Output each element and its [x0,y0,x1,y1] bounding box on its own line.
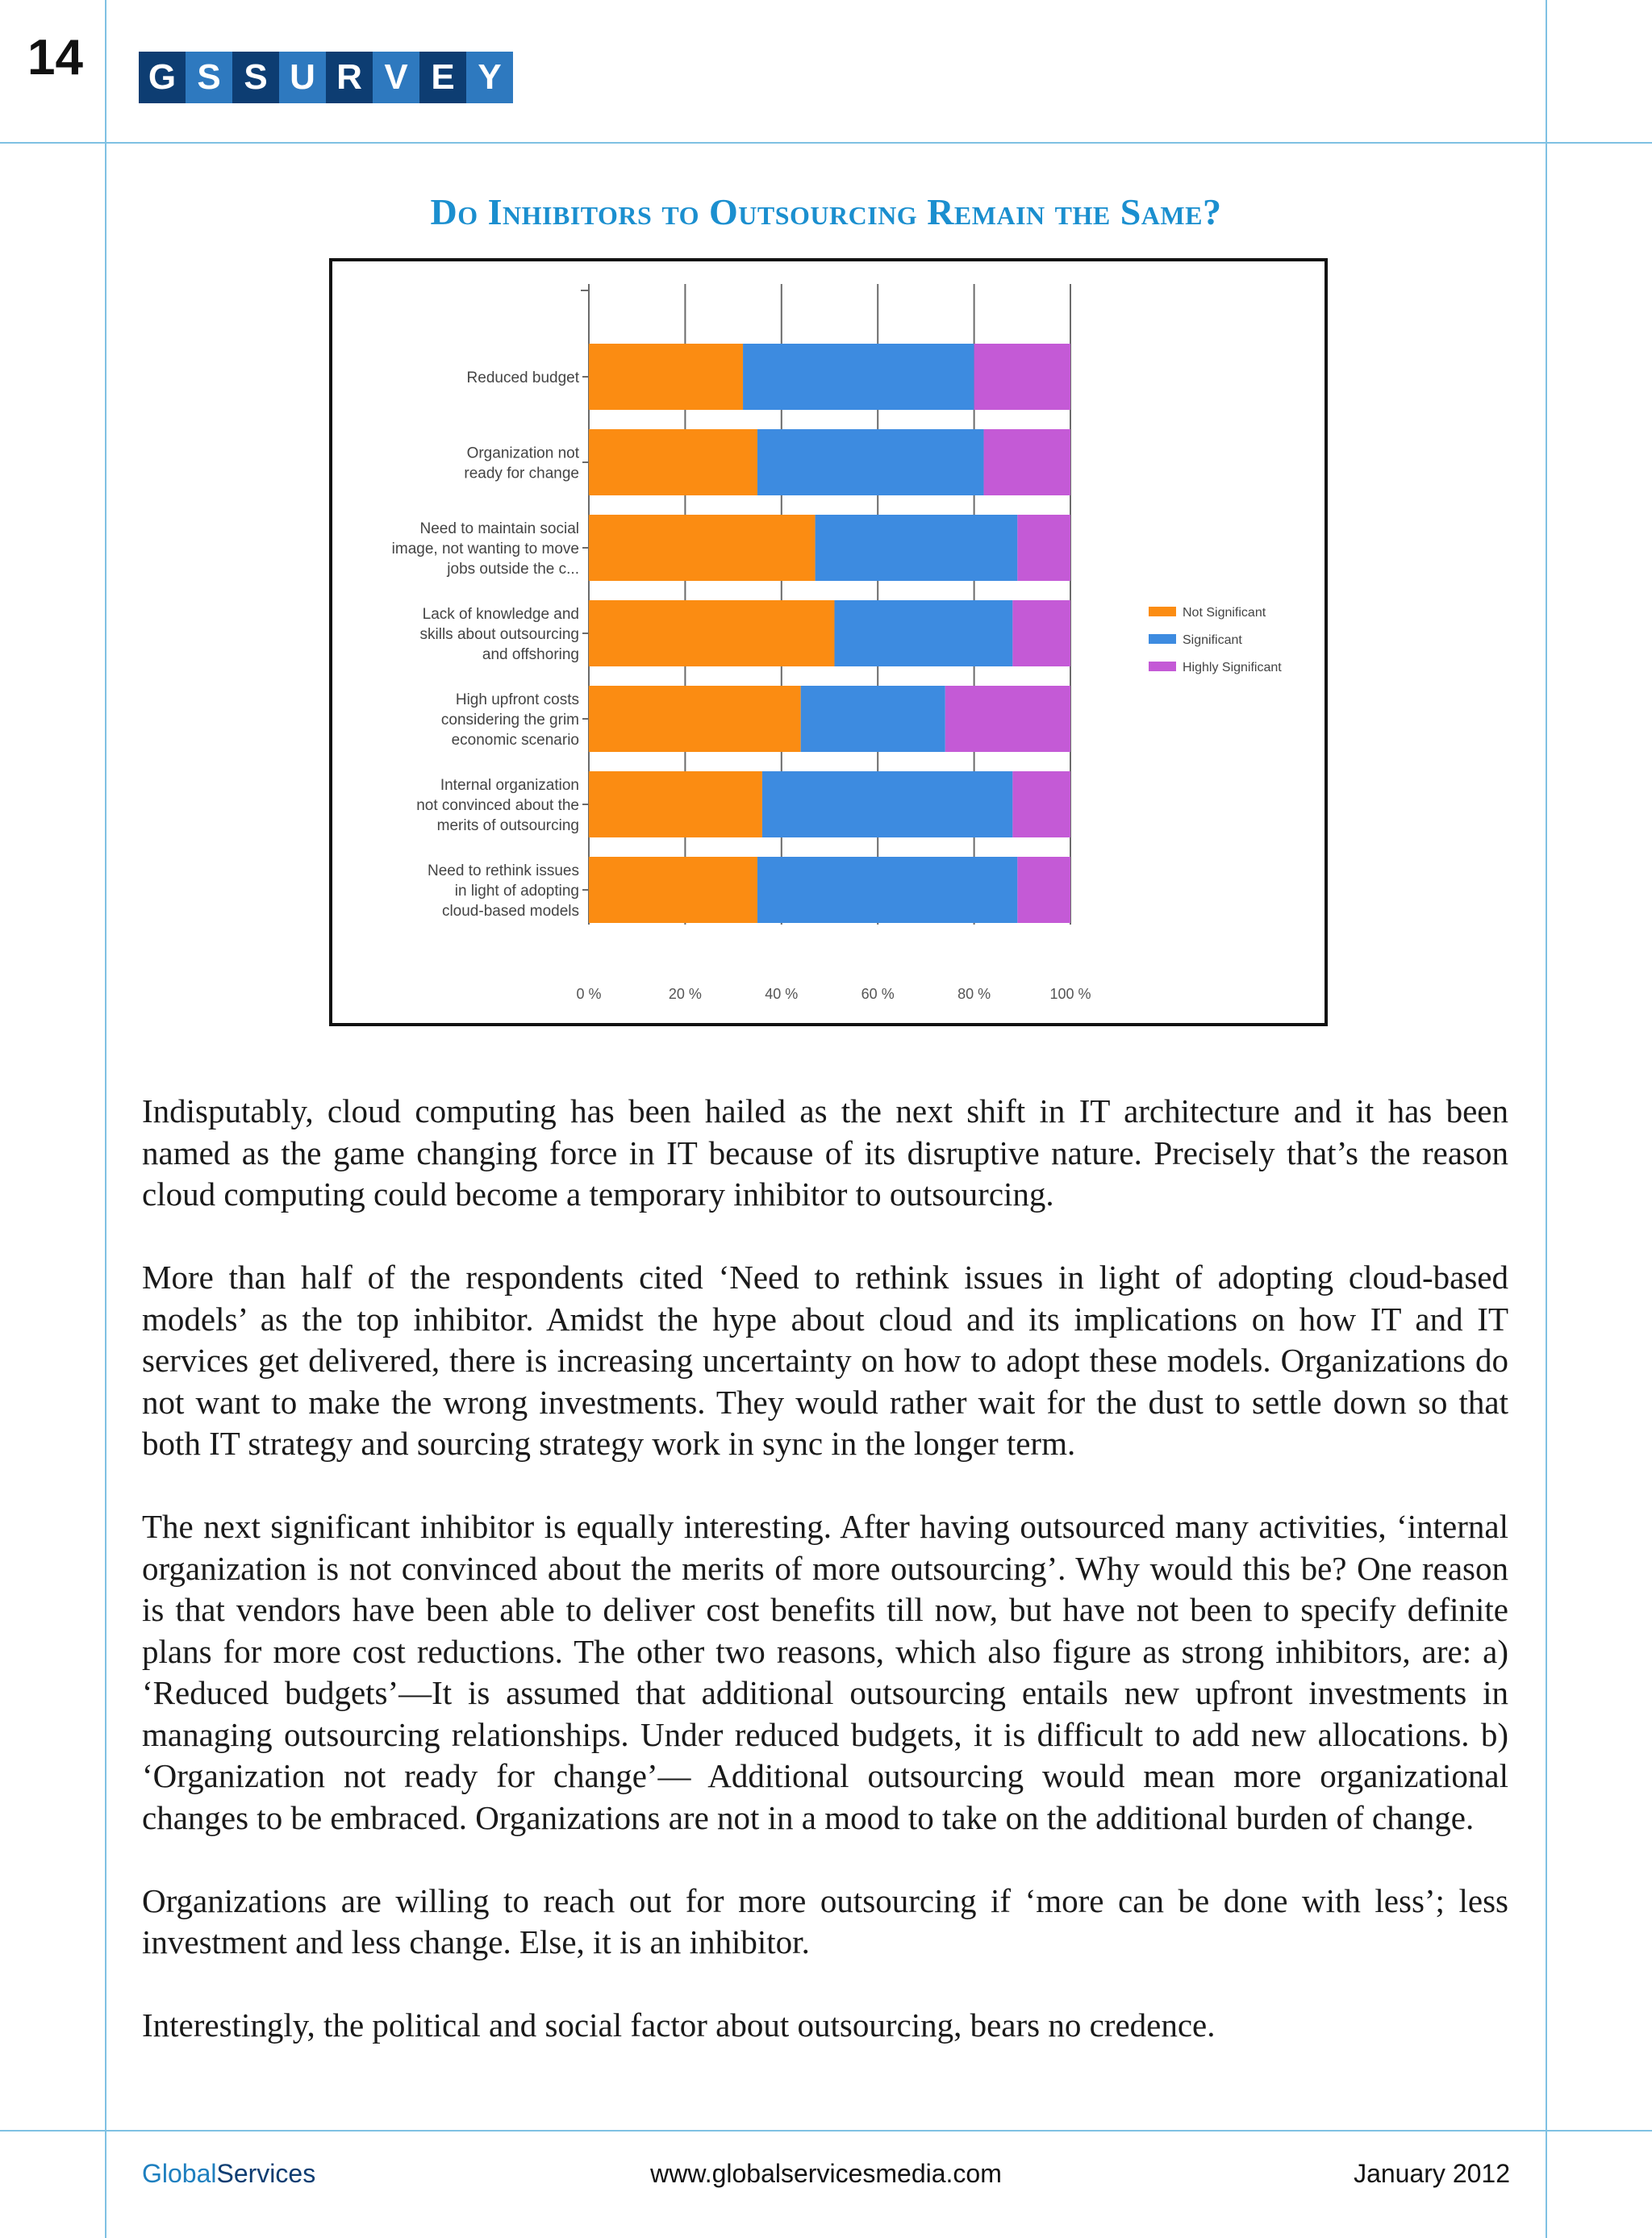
legend-label: Significant [1183,633,1242,647]
chart-title: Do Inhibitors to Outsourcing Remain the Same? [430,191,1222,232]
bar-segment [589,344,743,410]
body-paragraph: Interestingly, the political and social factor about outsourcing, bears no credence. [142,2006,1216,2044]
bar-segment [1012,771,1070,837]
x-tick-label: 100 % [1049,986,1091,1002]
bar-segment [945,686,1070,752]
x-tick-label: 0 % [576,986,602,1002]
category-label-line: Internal organization [440,777,579,794]
body-paragraph: The next significant inhibitor is equally interesting. After having outsourced many activities, ‘internal organization is not convinced about the merits of more outsourcing’. Why would this be? One reason is that vendors have been able to deliver cost benefits till now, but have not been to specify definite plans for more cost reductions. The other two reasons, which also figure as strong inhibitors, are: a) ‘Reduced budgets’—It is assumed that additional outsourcing entails new upfront investments in managing outsourcing relationships. Under reduced budgets, it is difficult to add new allocations. b) ‘Organization not ready for change’— Additional outsourcing would mean more organizational changes to be embraced. Organizations are not in a mood to take on the additional burden of change. [142,1508,1508,1836]
logo-letter: S [232,52,279,103]
category-label [392,520,579,578]
bar-segment [589,857,757,923]
bar-segment [816,515,1018,581]
category-label-line: merits of outsourcing [436,817,579,834]
bar-segment [1017,515,1070,581]
footer-brand-services: Services [216,2159,316,2188]
x-tick-label: 80 % [957,986,991,1002]
category-label [420,606,580,663]
category-label-line: ready for change [464,465,579,482]
body-paragraph: Indisputably, cloud computing has been hailed as the next shift in IT architecture and it has been named as the game changing force in IT because of its disruptive nature. Precisely that’s the reason cloud computing could become a temporary inhibitor to outsourcing. [142,1092,1508,1213]
bar-segment [757,857,1017,923]
category-label-line: Need to rethink issues [428,862,579,879]
legend-label: Not Significant [1183,606,1266,620]
logo-letter: S [186,52,232,103]
category-label-line: image, not wanting to move [391,541,579,557]
category-label-line: cloud-based models [441,903,579,920]
bar-segment [589,515,816,581]
category-label [416,777,579,834]
legend-swatch [1149,634,1176,644]
category-label-line: skills about outsourcing [419,626,579,643]
logo-letter: E [419,52,466,103]
bar-segment [974,344,1070,410]
stacked-bar-chart [332,261,1325,1023]
category-label-line: Reduced budget [466,370,579,386]
logo-letter: G [139,52,186,103]
right-rule [1546,0,1547,2238]
article-body [142,1091,1508,2088]
category-label-line: in light of adopting [454,883,579,900]
category-label-line: and offshoring [482,646,579,663]
category-label-line: not convinced about the [416,797,579,814]
bar-segment [1012,600,1070,666]
gs-survey-logo [139,52,513,103]
body-paragraph: More than half of the respondents cited ‘Need to rethink issues in light of adopting cloud-based models’ as the top inhibitor. Amidst the hype about cloud and its implications on how IT and IT services get delivered, there is increasing uncertainty on how to adopt these models. Organizations do not want to make the wrong investments. They would rather wait for the dust to settle down so that both IT strategy and sourcing strategy work in sync in the longer term. [142,1259,1508,1462]
footer-url: www.globalservicesmedia.com [650,2159,1002,2188]
bar-segment [762,771,1012,837]
bar-segment [757,429,984,495]
category-label-line: considering the grim [440,712,579,729]
category-label-line: economic scenario [451,732,579,749]
category-label-line: Lack of knowledge and [422,606,579,623]
logo-letter: V [373,52,419,103]
bar-segment [984,429,1070,495]
category-label-line: High upfront costs [455,691,579,708]
footer-date: January 2012 [1354,2159,1510,2188]
category-label-line: Need to maintain social [419,520,579,537]
category-label [464,445,579,482]
bar-segment [1017,857,1070,923]
bar-segment [589,429,757,495]
x-tick-label: 60 % [861,986,895,1002]
category-label-line: jobs outside the c... [447,561,579,578]
bar-segment [589,771,762,837]
bar-segment [589,600,834,666]
x-tick-label: 20 % [668,986,702,1002]
page-number: 14 [27,30,83,86]
bar-segment [589,686,801,752]
category-label [428,862,579,920]
footer-brand-global: Global [142,2159,217,2188]
bottom-rule [0,2130,1652,2132]
bar-segment [801,686,945,752]
logo-letter: R [326,52,373,103]
chart-frame [329,258,1328,1026]
bar-segment [743,344,974,410]
logo-letter: U [279,52,326,103]
legend-swatch [1149,662,1176,671]
category-label [467,370,580,386]
logo-letter: Y [466,52,513,103]
top-rule [0,142,1652,144]
left-rule [105,0,106,2238]
category-label-line: Organization not [466,445,579,462]
bar-segment [834,600,1012,666]
body-paragraph: Organizations are willing to reach out for more outsourcing if ‘more can be done with less’; less investment and less change. Else, it is an inhibitor. [142,1881,1508,1960]
legend-swatch [1149,607,1176,616]
category-label [441,691,579,749]
legend-label: Highly Significant [1183,661,1282,674]
x-tick-label: 40 % [765,986,799,1002]
